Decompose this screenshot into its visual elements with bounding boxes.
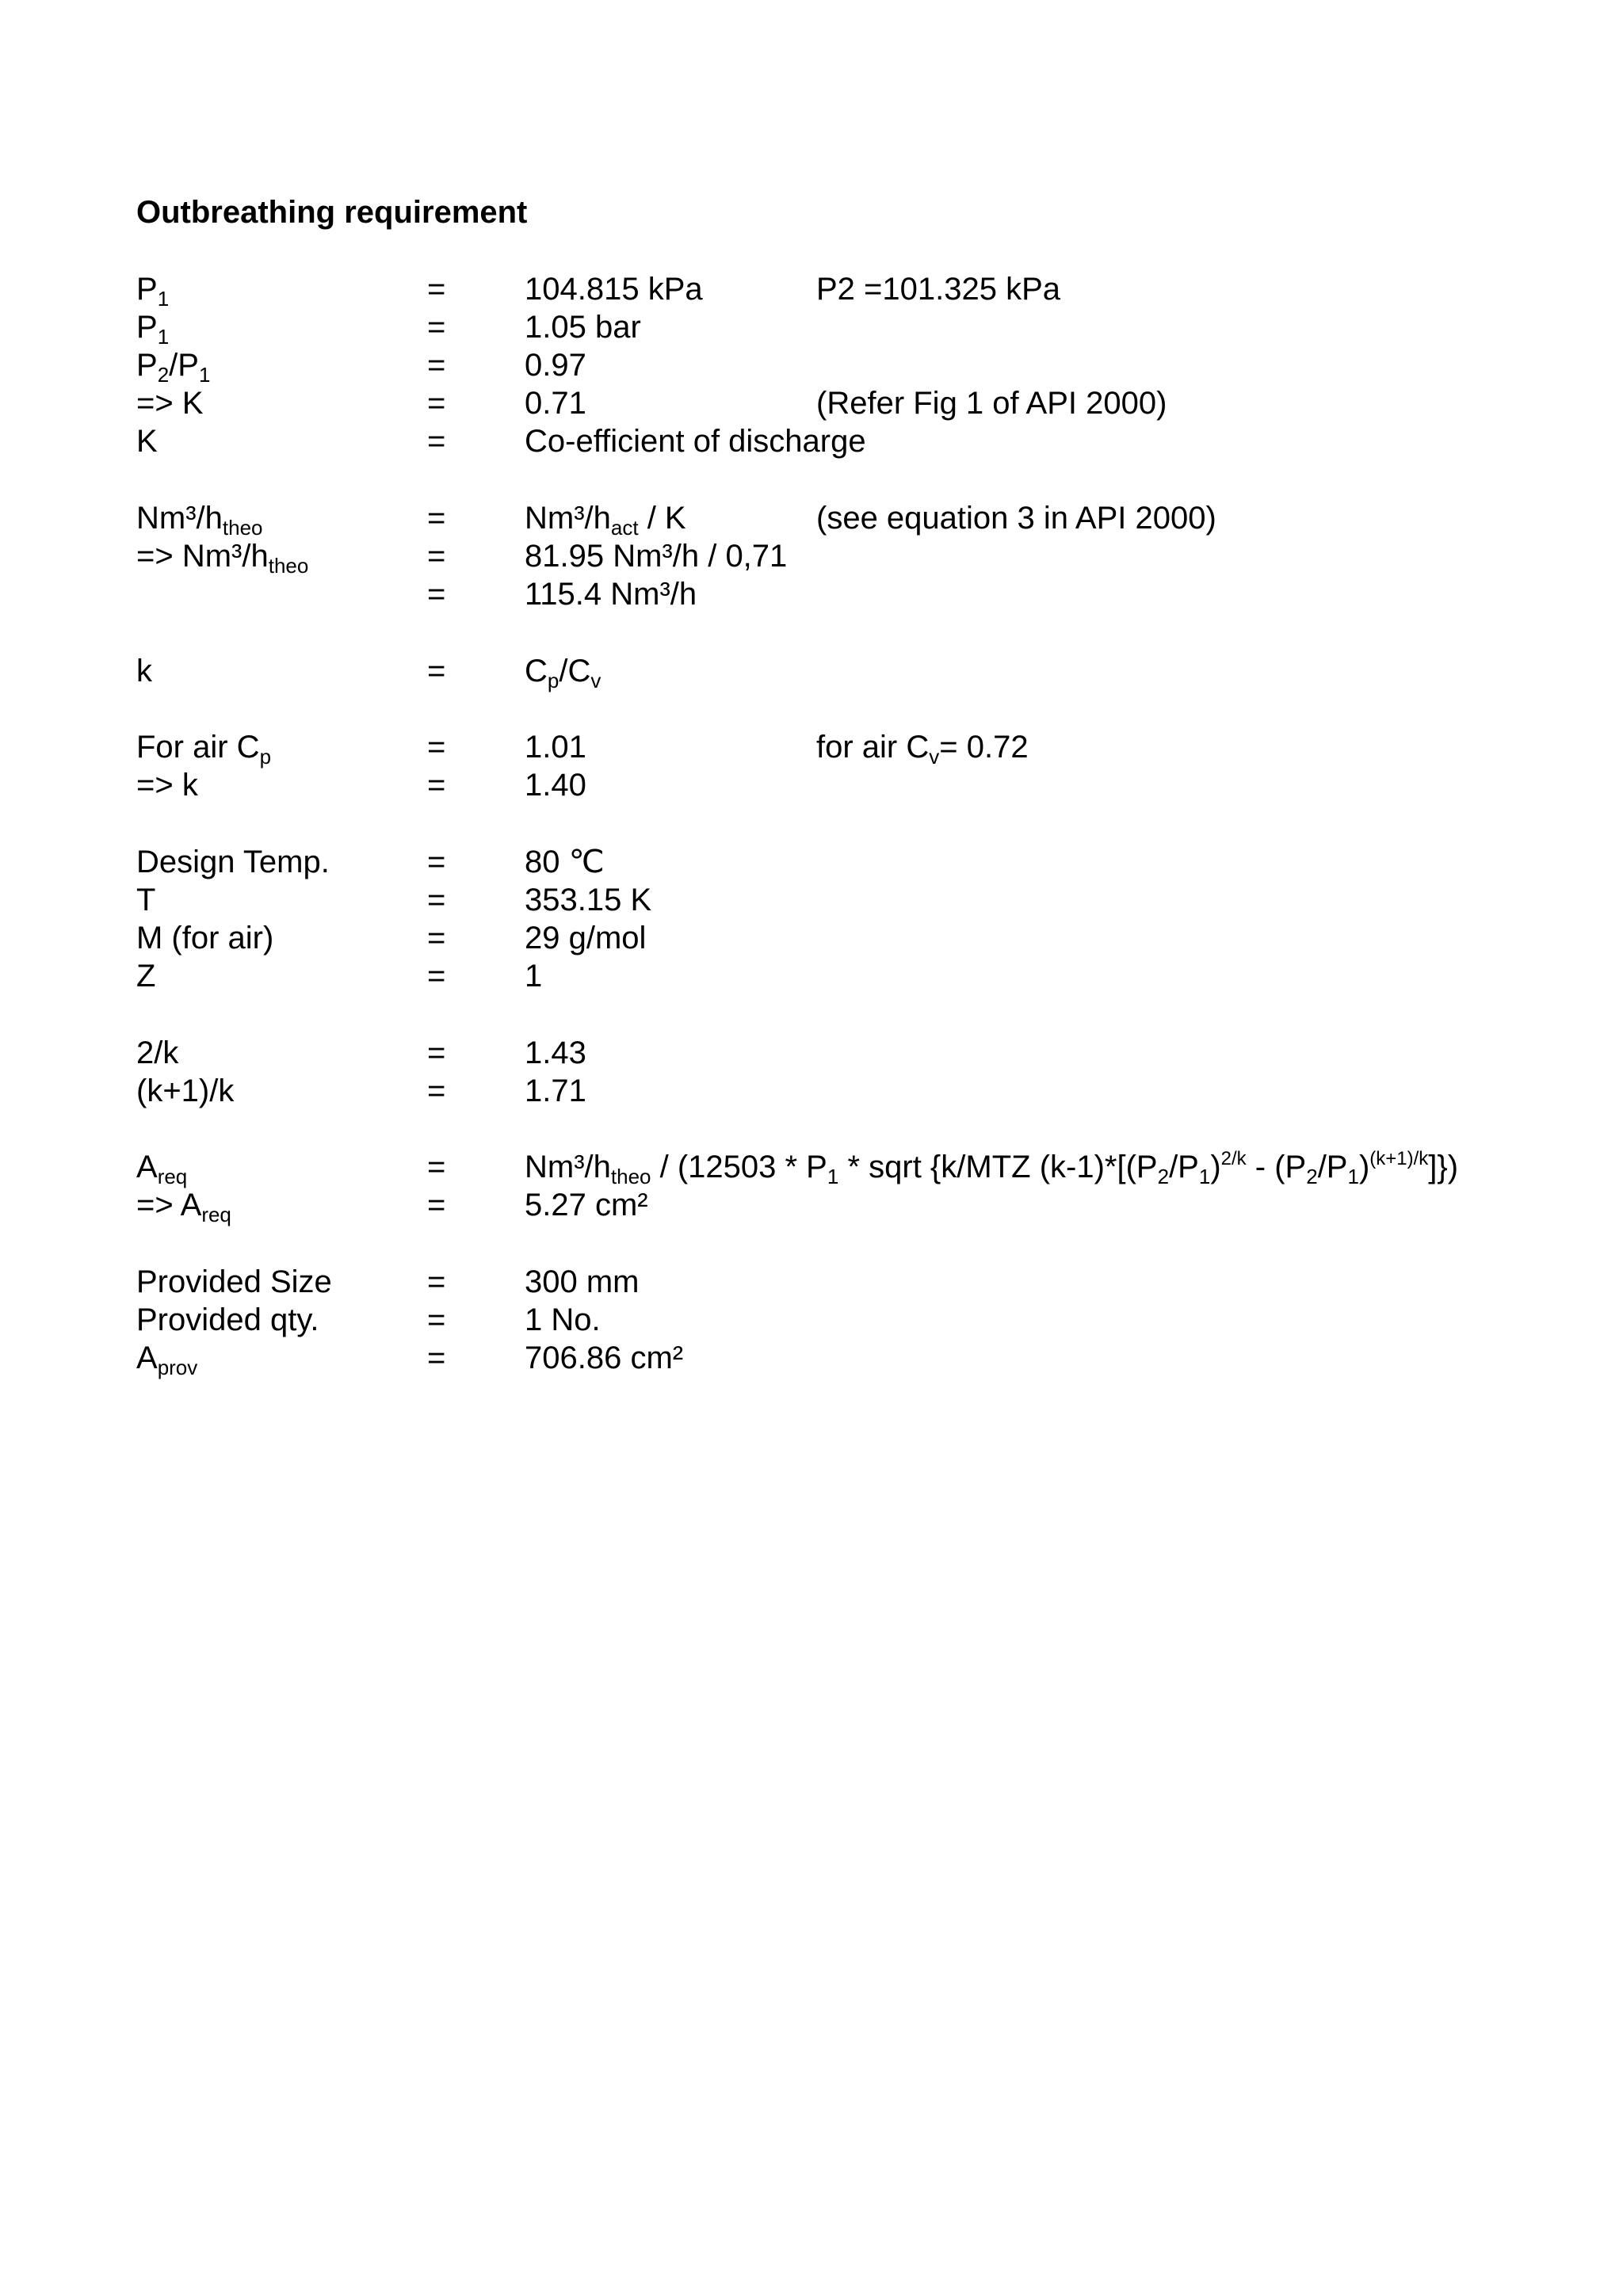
- calc-note: for air $C_v= 0.72$: [816, 730, 1029, 769]
- calc-label: $A_{req}$: [136, 1150, 188, 1188]
- calc-row: [0, 575, 1623, 613]
- calc-value: 0.71: [525, 386, 586, 421]
- calc-value: 1.43: [525, 1035, 586, 1070]
- calc-value: 81.95 Nm³/h / 0,71: [525, 539, 788, 574]
- calc-note: (see equation 3 in API 2000): [816, 501, 1216, 536]
- calc-row: [0, 1072, 1623, 1110]
- calc-label: k: [136, 654, 152, 688]
- calc-value: 1.71: [525, 1074, 586, 1108]
- calc-note: (Refer Fig 1 of API 2000): [816, 386, 1167, 421]
- equals-sign: =: [427, 272, 446, 307]
- calc-value: 1 No.: [525, 1302, 601, 1337]
- equals-sign: =: [427, 1074, 446, 1108]
- calc-value: 300 mm: [525, 1264, 640, 1299]
- equals-sign: =: [427, 921, 446, 955]
- equals-sign: =: [427, 883, 446, 917]
- calc-row: [0, 384, 1623, 422]
- equals-sign: =: [427, 1150, 446, 1184]
- calc-label: Provided qty.: [136, 1302, 319, 1337]
- calc-value: 104.815 kPa: [525, 272, 703, 307]
- calc-value: 1.40: [525, 768, 586, 803]
- equals-sign: =: [427, 768, 446, 803]
- calc-value: 353.15 K: [525, 883, 652, 917]
- calc-value: 29 g/mol: [525, 921, 647, 955]
- calc-label: Z: [136, 959, 156, 994]
- equals-sign: =: [427, 424, 446, 459]
- calc-value: 0.97: [525, 348, 586, 383]
- calc-value: $C_p/C_v$: [525, 654, 601, 692]
- equals-sign: =: [427, 539, 446, 574]
- calc-row: [0, 1186, 1623, 1224]
- calc-value: 1: [525, 959, 543, 994]
- equals-sign: =: [427, 1341, 446, 1375]
- section-heading: Outbreathing requirement: [136, 195, 528, 230]
- calc-row: [0, 346, 1623, 387]
- calc-row: [0, 728, 1623, 769]
- calc-value: 80 ℃: [525, 845, 605, 879]
- calc-row: [0, 422, 1623, 460]
- calc-row: [0, 1263, 1623, 1301]
- calc-row: [0, 919, 1623, 957]
- calc-label: $P_2/P_1$: [136, 348, 211, 387]
- calc-label: => $A_{req}$: [136, 1188, 231, 1226]
- calc-row: [0, 957, 1623, 995]
- equals-sign: =: [427, 501, 446, 536]
- equals-sign: =: [427, 1264, 446, 1299]
- calc-row: [0, 270, 1623, 311]
- calc-row: [0, 537, 1623, 578]
- equals-sign: =: [427, 959, 446, 994]
- calc-note: P2 =101.325 kPa: [816, 272, 1061, 307]
- calc-value: Co-efficient of discharge: [525, 424, 866, 459]
- equals-sign: =: [427, 348, 446, 383]
- calc-label: (k+1)/k: [136, 1074, 235, 1108]
- calc-row: [0, 1339, 1623, 1377]
- calc-value: 5.27 cm²: [525, 1188, 648, 1222]
- calc-label: Design Temp.: [136, 845, 330, 879]
- calc-row: [0, 499, 1623, 540]
- calc-row: [0, 308, 1623, 349]
- calc-row: [0, 843, 1623, 881]
- calc-value: 115.4 Nm³/h: [525, 577, 697, 612]
- equals-sign: =: [427, 1188, 446, 1222]
- calc-value: Nm³/$h_{act}$ / K: [525, 501, 686, 540]
- calc-value: 706.86 cm²: [525, 1341, 684, 1375]
- calc-value: Nm³/$h_{theo} / (12503 * P_1$ * sqrt {k/MTZ $(k-1)*[(P_2/P_1)^{2/k} - (P_2/P_1)^{(k+1)/k}]$}): [525, 1148, 1459, 1188]
- calc-label: For air $C_p$: [136, 730, 272, 769]
- calc-label: => Nm³/$h_{theo}$: [136, 539, 309, 578]
- equals-sign: =: [427, 1302, 446, 1337]
- calc-label: Nm³/$h_{theo}$: [136, 501, 263, 540]
- equals-sign: =: [427, 845, 446, 879]
- calc-label: Provided Size: [136, 1264, 332, 1299]
- calc-row: [0, 881, 1623, 919]
- calc-row: [0, 1301, 1623, 1339]
- calc-row: [0, 766, 1623, 804]
- calc-label: => k: [136, 768, 198, 803]
- calc-label: $A_{prov}$: [136, 1341, 198, 1379]
- equals-sign: =: [427, 577, 446, 612]
- calc-label: => K: [136, 386, 204, 421]
- calc-label: 2/k: [136, 1035, 179, 1070]
- calc-row: [0, 1148, 1623, 1186]
- equals-sign: =: [427, 1035, 446, 1070]
- equals-sign: =: [427, 386, 446, 421]
- calc-row: [0, 652, 1623, 690]
- calc-label: M (for air): [136, 921, 274, 955]
- calc-row: [0, 1034, 1623, 1072]
- calc-label: $P_1$: [136, 310, 170, 349]
- equals-sign: =: [427, 654, 446, 688]
- equals-sign: =: [427, 730, 446, 765]
- calc-label: $P_1$: [136, 272, 170, 311]
- calc-value: 1.01: [525, 730, 586, 765]
- equals-sign: =: [427, 310, 446, 345]
- calc-value: 1.05 bar: [525, 310, 641, 345]
- calc-label: K: [136, 424, 158, 459]
- calc-label: T: [136, 883, 156, 917]
